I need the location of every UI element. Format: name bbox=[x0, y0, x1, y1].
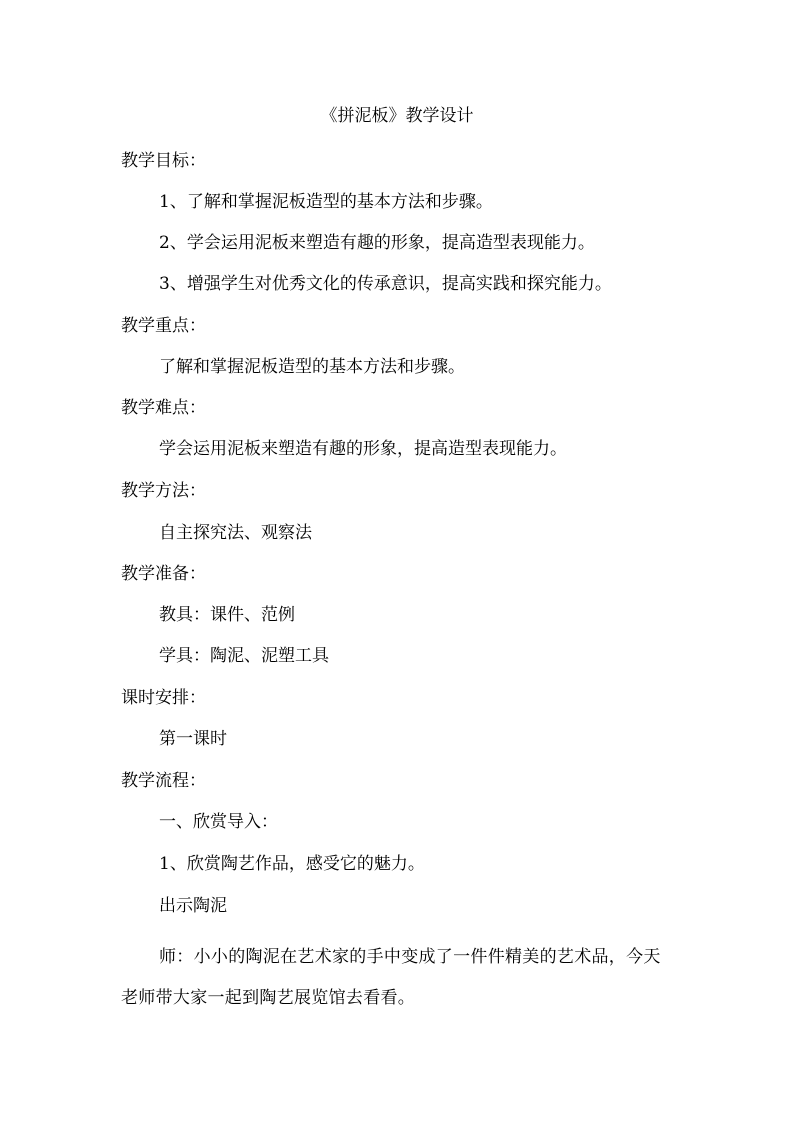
preparation-heading: 教学准备： bbox=[121, 564, 206, 584]
process-step-1: 一、欣赏导入： bbox=[159, 812, 278, 832]
method-text: 自主探究法、观察法 bbox=[159, 523, 312, 543]
process-step-1-1: 1、欣赏陶艺作品，感受它的魅力。 bbox=[159, 854, 425, 874]
schedule-heading: 课时安排： bbox=[121, 688, 206, 708]
show-clay-text: 出示陶泥 bbox=[159, 896, 227, 916]
objective-3: 3、增强学生对优秀文化的传承意识，提高实践和探究能力。 bbox=[159, 274, 612, 294]
difficulty-text: 学会运用泥板来塑造有趣的形象，提高造型表现能力。 bbox=[159, 439, 567, 459]
objective-2: 2、学会运用泥板来塑造有趣的形象，提高造型表现能力。 bbox=[159, 233, 595, 253]
schedule-text: 第一课时 bbox=[159, 729, 227, 749]
document-title: 《拼泥板》教学设计 bbox=[320, 106, 474, 126]
key-point-text: 了解和掌握泥板造型的基本方法和步骤。 bbox=[159, 357, 465, 377]
teacher-speech-paragraph: 师：小小的陶泥在艺术家的手中变成了一件件精美的艺术品，今天老师带大家一起到陶艺展览馆去看看。 bbox=[121, 947, 661, 1008]
objectives-heading: 教学目标： bbox=[121, 151, 206, 171]
objective-1: 1、了解和掌握泥板造型的基本方法和步骤。 bbox=[159, 192, 493, 212]
key-point-heading: 教学重点： bbox=[121, 316, 206, 336]
method-heading: 教学方法： bbox=[121, 481, 206, 501]
process-heading: 教学流程： bbox=[121, 771, 206, 791]
student-tools-text: 学具：陶泥、泥塑工具 bbox=[159, 646, 329, 666]
teacher-tools-text: 教具：课件、范例 bbox=[159, 605, 295, 625]
difficulty-heading: 教学难点： bbox=[121, 398, 206, 418]
